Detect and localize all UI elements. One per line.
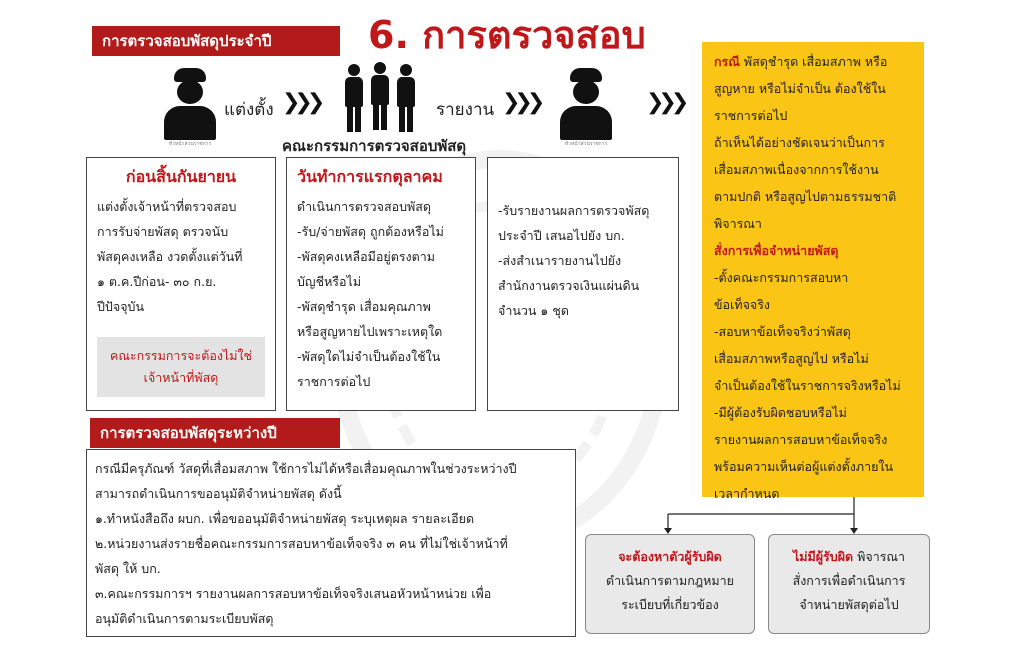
step-line: จำเป็นต้องใช้ในราชการจริงหรือไม่ — [714, 378, 901, 393]
no-liable-line-1: สั่งการเพื่อดำเนินการ — [792, 573, 906, 588]
case-line: ถ้าเห็นได้อย่างชัดเจนว่าเป็นการ — [714, 135, 885, 150]
annual-inspection-tag: การตรวจสอบพัสดุประจำปี — [92, 26, 340, 56]
case-line: พิจารณา — [714, 216, 762, 231]
box2-line: -พัสดุคงเหลือมีอยู่ตรงตาม — [297, 249, 436, 264]
step-line: พร้อมความเห็นต่อผู้แต่งตั้งภายใน — [714, 459, 894, 474]
case-line: ราชการต่อไป — [714, 108, 788, 123]
box1-line: พัสดุคงเหลือ งวดตั้งแต่วันที่ — [97, 249, 243, 264]
case-line: สูญหาย หรือไม่จำเป็น ต้องใช้ใน — [714, 81, 886, 96]
note-line-2: เจ้าหน้าที่พัสดุ — [143, 370, 219, 385]
no-liable-person-box — [768, 534, 930, 634]
box2-line: ดำเนินการตรวจสอบพัสดุ — [297, 199, 432, 214]
case-line-text: พัสดุชำรุด เสื่อมสภาพ หรือ — [743, 54, 888, 69]
midyear-line: กรณีมีครุภัณฑ์ วัสดุที่เสื่อมสภาพ ใช้การไม่ได้หรือเสื่อมคุณภาพในช่วงระหว่างปี — [95, 461, 517, 476]
step-line: -สอบหาข้อเท็จจริงว่าพัสดุ — [714, 324, 851, 339]
head-caption-left: หัวหน้าส่วนราชการ — [168, 141, 212, 147]
case-line: เสื่อมสภาพเนื่องจากการใช้งาน — [714, 162, 879, 177]
box2-line: -รับ/จ่ายพัสดุ ถูกต้องหรือไม่ — [297, 224, 444, 239]
no-liable-heading-rest: พิจารณา — [857, 549, 906, 564]
before-september-heading: ก่อนสิ้นกันยายน — [125, 167, 237, 186]
no-liable-heading: ไม่มีผู้รับผิด — [792, 549, 854, 564]
box2-line: ราชการต่อไป — [297, 374, 371, 389]
no-liable-heading-line — [769, 545, 929, 569]
step-line: เวลากำหนด — [714, 486, 780, 501]
first-october-heading: วันทำการแรกตุลาคม — [297, 167, 443, 186]
midyear-line: ๒.หน่วยงานส่งรายชื่อคณะกรรมการสอบหาข้อเท็จจริง ๓ คน ที่ไม่ใช่เจ้าหน้าที่ — [95, 536, 508, 551]
step-line: -ตั้งคณะกรรมการสอบหา — [714, 270, 849, 285]
step-line: เสื่อมสภาพหรือสูญไป หรือไม่ — [714, 351, 869, 366]
arrow-right-icon: ❯❯❯ — [282, 90, 320, 115]
box3-line: -ส่งสำเนารายงานไปยัง — [498, 253, 622, 268]
head-caption-right: หัวหน้าส่วนราชการ — [564, 141, 608, 147]
order-disposal-heading: สั่งการเพื่อจำหน่ายพัสดุ — [714, 243, 839, 258]
box3-line: จำนวน ๑ ชุด — [498, 303, 569, 318]
midyear-line: พัสดุ ให้ บก. — [95, 561, 161, 576]
committee-label: คณะกรรมการตรวจสอบพัสดุ — [282, 137, 467, 155]
note-line-1: คณะกรรมการจะต้องไม่ใช่ — [109, 348, 253, 363]
box2-line: -พัสดุชำรุด เสื่อมคุณภาพ — [297, 299, 431, 314]
box3-line: -รับรายงานผลการตรวจพัสดุ — [498, 203, 650, 218]
box1-line: ๑ ต.ค.ปีก่อน- ๓๐ ก.ย. — [97, 274, 217, 289]
box3-line: สำนักงานตรวจเงินแผ่นดิน — [498, 278, 640, 293]
midyear-line: ๓.คณะกรรมการฯ รายงานผลการสอบหาข้อเท็จจริงเสนอหัวหน้าหน่วย เพื่อ — [95, 586, 492, 601]
arrow-right-icon: ❯❯❯ — [502, 90, 540, 115]
box3-line: ประจำปี เสนอไปยัง บก. — [498, 228, 625, 243]
case-line: ตามปกติ หรือสูญไปตามธรรมชาติ — [714, 189, 897, 204]
page-title: 6. การตรวจสอบ — [368, 13, 646, 57]
box2-line: บัญชีหรือไม่ — [297, 274, 362, 289]
liable-heading: จะต้องหาตัวผู้รับผิด — [618, 549, 722, 564]
liable-person-box — [585, 534, 755, 634]
step-line: -มีผู้ต้องรับผิดชอบหรือไม่ — [714, 405, 847, 420]
liable-line-1: ดำเนินการตามกฎหมาย — [606, 573, 734, 588]
report-label: รายงาน — [436, 100, 495, 120]
no-liable-line-2: จำหน่ายพัสดุต่อไป — [799, 597, 899, 612]
midyear-inspection-tag: การตรวจสอบพัสดุระหว่างปี — [90, 418, 340, 448]
liable-line-2: ระเบียบที่เกี่ยวข้อง — [621, 597, 719, 612]
midyear-line: อนุมัติดำเนินการตามระเบียบพัสดุ — [95, 611, 274, 626]
box1-line: ปีปัจจุบัน — [97, 299, 144, 314]
case-word: กรณี — [714, 54, 740, 69]
box1-line: การรับจ่ายพัสดุ ตรวจนับ — [97, 224, 229, 239]
step-line: รายงานผลการสอบหาข้อเท็จจริง — [714, 432, 888, 447]
step-line: ข้อเท็จจริง — [714, 297, 771, 312]
box1-line: แต่งตั้งเจ้าหน้าที่ตรวจสอบ — [97, 199, 237, 214]
arrow-right-icon: ❯❯❯ — [646, 90, 684, 115]
appoint-label: แต่งตั้ง — [224, 100, 274, 120]
box2-line: หรือสูญหายไปเพราะเหตุใด — [297, 324, 443, 339]
box2-line: -พัสดุใดไม่จำเป็นต้องใช้ใน — [297, 349, 441, 364]
midyear-line: ๑.ทำหนังสือถึง ผบก. เพื่อขออนุมัติจำหน่ายพัสดุ ระบุเหตุผล รายละเอียด — [95, 511, 475, 526]
midyear-line: สามารถดำเนินการขออนุมัติจำหน่ายพัสดุ ดังนี้ — [95, 486, 342, 501]
